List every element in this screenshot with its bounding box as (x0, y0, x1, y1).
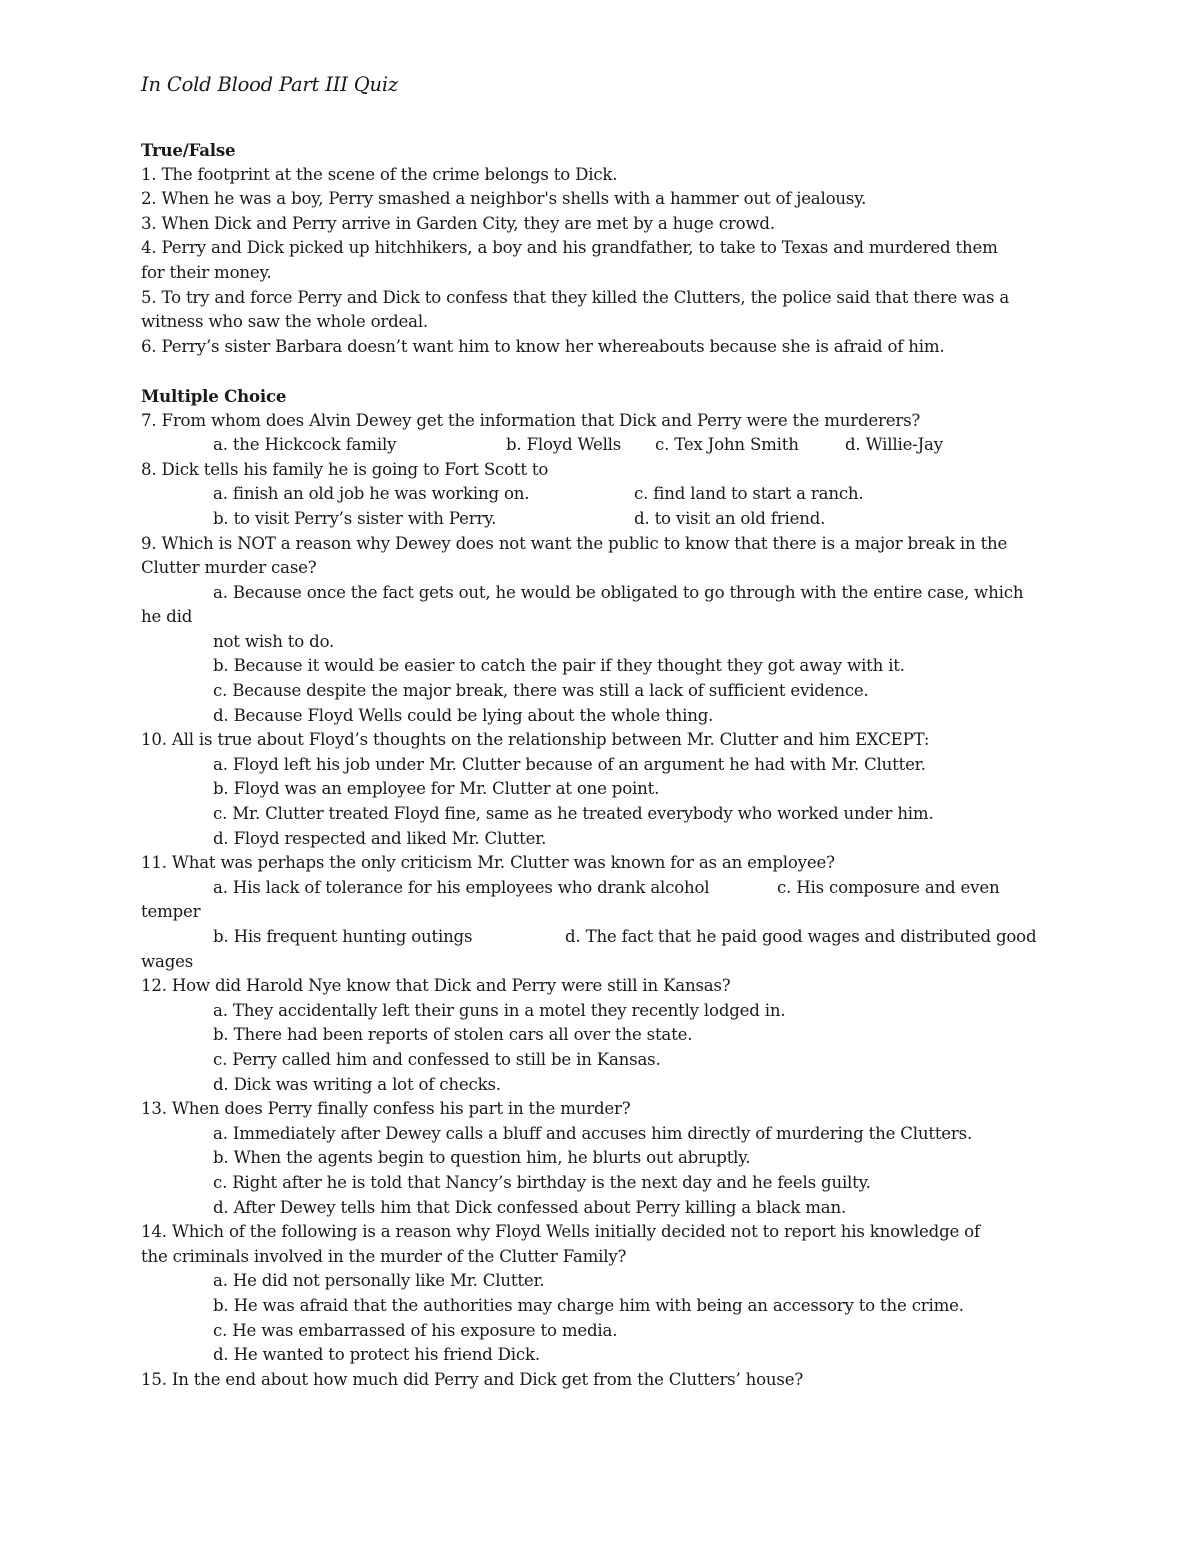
tf-item-5-cont: witness who saw the whole ordeal. (141, 312, 429, 332)
tf-item-4: 4. Perry and Dick picked up hitchhikers, a boy and his grandfather, to take to Texas and murdered them (141, 238, 998, 258)
mc-question-15: 15. In the end about how much did Perry and Dick get from the Clutters’ house? (141, 1369, 804, 1389)
mc-13-option-b: b. When the agents begin to question him, he blurts out abruptly. (213, 1148, 751, 1168)
mc-9-option-d: d. Because Floyd Wells could be lying about the whole thing. (213, 705, 714, 725)
mc-options-8-row2 (141, 507, 1061, 532)
mc-11-option-c: c. His composure and even (777, 877, 1000, 897)
mc-9-option-a: a. Because once the fact gets out, he would be obligated to go through with the entire case, which (213, 582, 1024, 602)
mc-7-option-a: a. the Hickcock family (213, 435, 397, 455)
mc-question-9: 9. Which is NOT a reason why Dewey does not want the public to know that there is a major break in the (141, 533, 1008, 553)
mc-8-option-d: d. to visit an old friend. (634, 508, 826, 528)
mc-7-option-d: d. Willie-Jay (845, 435, 943, 455)
mc-9-option-a-wrap: he did (141, 607, 193, 627)
mc-question-12: 12. How did Harold Nye know that Dick and Perry were still in Kansas? (141, 976, 731, 996)
mc-9-option-c: c. Because despite the major break, there was still a lack of sufficient evidence. (213, 681, 869, 701)
mc-11-option-a: a. His lack of tolerance for his employees who drank alcohol (213, 877, 710, 897)
mc-question-14: 14. Which of the following is a reason why Floyd Wells initially decided not to report his knowledge of (141, 1222, 980, 1242)
mc-question-7: 7. From whom does Alvin Dewey get the information that Dick and Perry were the murderers? (141, 410, 921, 430)
tf-item-6: 6. Perry’s sister Barbara doesn’t want him to know her whereabouts because she is afraid of him. (141, 336, 945, 356)
mc-question-14-cont: the criminals involved in the murder of the Clutter Family? (141, 1246, 627, 1266)
mc-question-11: 11. What was perhaps the only criticism Mr. Clutter was known for as an employee? (141, 853, 835, 873)
mc-13-option-c: c. Right after he is told that Nancy’s birthday is the next day and he feels guilty. (213, 1172, 871, 1192)
mc-9-option-a-cont: not wish to do. (213, 631, 335, 651)
section-spacer (141, 359, 1061, 384)
mc-question-13: 13. When does Perry finally confess his part in the murder? (141, 1099, 631, 1119)
tf-item-5: 5. To try and force Perry and Dick to confess that they killed the Clutters, the police said that there was a (141, 287, 1010, 307)
mc-14-option-c: c. He was embarrassed of his exposure to media. (213, 1320, 618, 1340)
mc-7-option-c: c. Tex John Smith (655, 435, 799, 455)
mc-options-7 (141, 433, 1061, 458)
true-false-heading: True/False (141, 140, 236, 160)
mc-10-option-b: b. Floyd was an employee for Mr. Clutter at one point. (213, 779, 660, 799)
tf-item-4-cont: for their money. (141, 262, 272, 282)
mc-8-option-a: a. finish an old job he was working on. (213, 484, 530, 504)
mc-10-option-c: c. Mr. Clutter treated Floyd fine, same as he treated everybody who worked under him. (213, 804, 934, 824)
document-title: In Cold Blood Part III Quiz (141, 73, 398, 96)
mc-12-option-b: b. There had been reports of stolen cars all over the state. (213, 1025, 693, 1045)
mc-12-option-d: d. Dick was writing a lot of checks. (213, 1074, 501, 1094)
mc-14-option-a: a. He did not personally like Mr. Clutter. (213, 1271, 545, 1291)
mc-11-option-d-wrap: wages (141, 951, 194, 971)
mc-8-option-b: b. to visit Perry’s sister with Perry. (213, 508, 497, 528)
mc-7-option-b: b. Floyd Wells (506, 435, 622, 455)
mc-11-option-b: b. His frequent hunting outings (213, 927, 473, 946)
mc-14-option-b: b. He was afraid that the authorities may charge him with being an accessory to the crime. (213, 1295, 964, 1315)
mc-14-option-d: d. He wanted to protect his friend Dick. (213, 1345, 540, 1365)
mc-12-option-c: c. Perry called him and confessed to still be in Kansas. (213, 1049, 661, 1069)
mc-10-option-a: a. Floyd left his job under Mr. Clutter because of an argument he had with Mr. Clutter. (213, 754, 926, 774)
mc-question-10: 10. All is true about Floyd’s thoughts on the relationship between Mr. Clutter and him EXCEPT: (141, 730, 930, 750)
mc-options-11-row1 (141, 876, 1061, 901)
mc-12-option-a: a. They accidentally left their guns in a motel they recently lodged in. (213, 1000, 786, 1020)
mc-question-9-cont: Clutter murder case? (141, 558, 317, 578)
mc-11-option-d: d. The fact that he paid good wages and distributed good (565, 927, 1037, 946)
multiple-choice-heading: Multiple Choice (141, 385, 287, 406)
mc-13-option-d: d. After Dewey tells him that Dick confessed about Perry killing a black man. (213, 1197, 847, 1217)
mc-8-option-c: c. find land to start a ranch. (634, 484, 864, 504)
mc-13-option-a: a. Immediately after Dewey calls a bluff and accuses him directly of murdering the Clutters. (213, 1123, 973, 1143)
mc-question-8: 8. Dick tells his family he is going to Fort Scott to (141, 459, 549, 479)
mc-9-option-b: b. Because it would be easier to catch the pair if they thought they got away with it. (213, 656, 905, 676)
mc-10-option-d: d. Floyd respected and liked Mr. Clutter. (213, 828, 547, 848)
mc-options-11-row2 (141, 925, 1061, 950)
tf-item-1: 1. The footprint at the scene of the crime belongs to Dick. (141, 164, 618, 184)
mc-options-8-row1 (141, 482, 1061, 507)
tf-item-3: 3. When Dick and Perry arrive in Garden City, they are met by a huge crowd. (141, 213, 775, 233)
quiz-document (141, 70, 1061, 1392)
tf-item-2: 2. When he was a boy, Perry smashed a neighbor's shells with a hammer out of jealousy. (141, 189, 867, 209)
mc-11-option-c-wrap: temper (141, 902, 201, 922)
